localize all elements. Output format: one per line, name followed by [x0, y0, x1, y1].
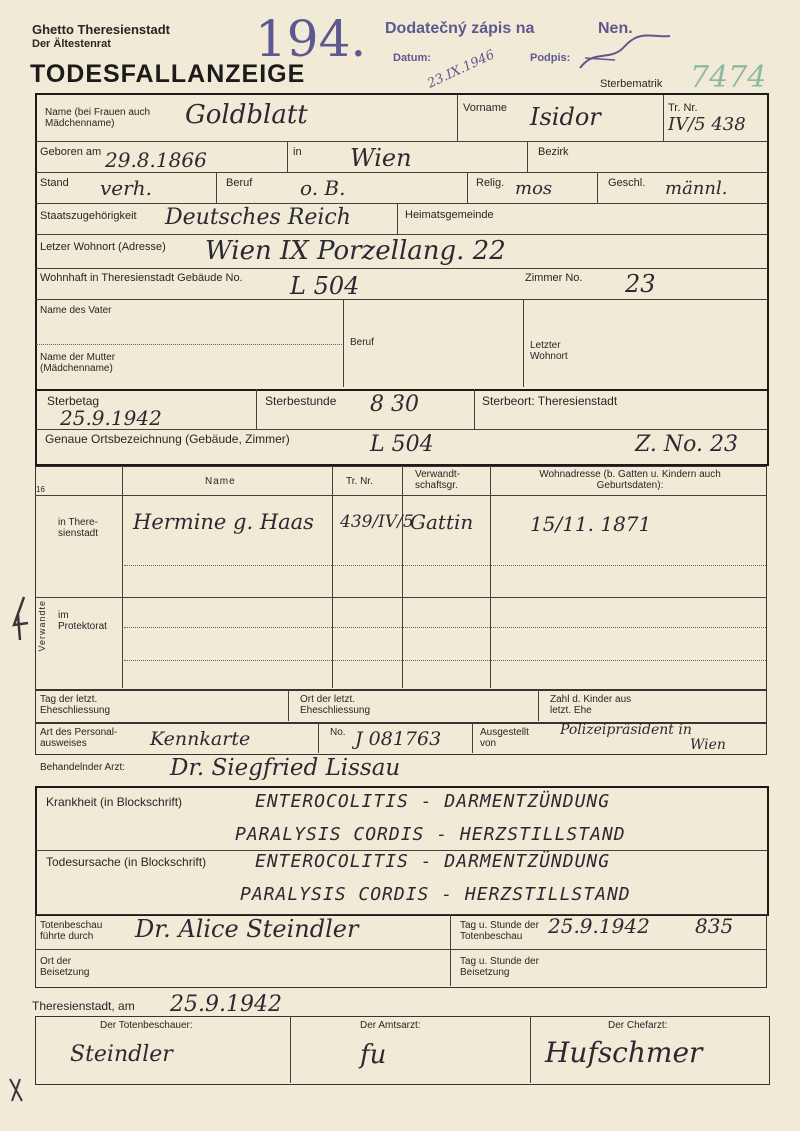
gebaeude-value: L 504: [290, 272, 360, 300]
relig-label: Relig.: [476, 177, 505, 189]
ausgestellt-value-authority: Polizeipräsident in: [560, 722, 692, 738]
eltern-beruf-label: Beruf: [350, 337, 374, 348]
zimmer-value: 23: [625, 270, 656, 298]
margin-number: 7474: [690, 60, 767, 95]
relative-name: Hermine g. Haas: [133, 510, 314, 534]
vorname-label: Vorname: [463, 102, 508, 114]
name-value: Goldblatt: [185, 100, 308, 130]
sterbetag-value: 25.9.1942: [60, 406, 162, 430]
heimat-label: Heimatsgemeinde: [405, 209, 494, 221]
addendum-title: Dodatečný zápis na: [385, 20, 535, 37]
beruf-label: Beruf: [226, 177, 253, 189]
marriage-row: [35, 690, 767, 723]
geboren-value: 29.8.1866: [105, 148, 207, 172]
trnr-value: IV/5 438: [668, 114, 746, 135]
ausweis-no-value: J 081763: [355, 728, 442, 750]
ortsbez-value-room: Z. No. 23: [635, 432, 738, 457]
col-name-header: Name: [205, 476, 236, 487]
org-name: Ghetto Theresienstadt: [32, 22, 170, 37]
zimmer-label: Zimmer No.: [525, 272, 583, 284]
gebaeude-label: Wohnhaft in Theresienstadt Gebäude No.: [40, 272, 243, 284]
arzt-value: Dr. Siegfried Lissau: [170, 755, 401, 781]
ehe-ort-label: Ort der letzt. Eheschliessung: [300, 694, 371, 716]
relig-value: mos: [515, 178, 553, 199]
col-grad-header: Verwandt-schaftsgr.: [415, 469, 461, 491]
signature-totenbeschauer: Steindler: [70, 1042, 173, 1067]
in-value: Wien: [350, 144, 412, 172]
beschau-tag-label: Tag u. Stunde der Totenbeschau: [460, 920, 539, 942]
krankheit-label: Krankheit (in Blockschrift): [46, 795, 183, 809]
beisetzung-tag-label: Tag u. Stunde der Beisetzung: [460, 956, 539, 978]
sterbetag-label: Sterbetag: [47, 394, 100, 408]
krankheit-line1: ENTEROCOLITIS - DARMENTZÜNDUNG: [255, 791, 611, 812]
sterbestunde-value: 8 30: [370, 392, 419, 417]
mutter-label: Name der Mutter (Mädchenname): [40, 352, 116, 374]
beschau-label: Totenbeschau führte durch: [40, 920, 103, 942]
im-protektorat-label: im Protektorat: [58, 610, 107, 632]
geboren-label: Geboren am: [40, 146, 102, 158]
relative-trnr: 439/IV/5: [340, 512, 414, 532]
addendum-sign-label: Podpis:: [530, 52, 571, 64]
col-trnr-header: Tr. Nr.: [346, 476, 373, 487]
stand-value: verh.: [100, 176, 152, 200]
vater-label: Name des Vater: [40, 305, 112, 316]
wohnort-value: Wien IX Porzellang. 22: [205, 236, 506, 266]
geschl-value: männl.: [665, 178, 728, 199]
signature-chefarzt: Hufschmer: [545, 1036, 703, 1069]
relative-grad: Gattin: [410, 510, 474, 534]
ehe-tag-label: Tag der letzt. Eheschliessung: [40, 694, 111, 716]
ausgestellt-label: Ausgestellt von: [480, 727, 529, 749]
relative-address: 15/11. 1871: [530, 512, 652, 536]
org-subname: Der Ältestenrat: [32, 38, 111, 50]
sterbematrik-label: Sterbematrik: [600, 78, 663, 90]
beschau-stunde-value: 835: [695, 914, 734, 938]
wohnort-label: Letzer Wohnort (Adresse): [40, 241, 166, 253]
place-date-label: Theresienstadt, am: [32, 999, 135, 1013]
addendum-stamp-end: Nen.: [598, 20, 633, 37]
geschl-label: Geschl.: [608, 177, 646, 189]
addendum-date-label: Datum:: [393, 52, 431, 64]
staat-value: Deutsches Reich: [165, 205, 351, 230]
margin-cross-icon: [6, 1075, 26, 1105]
in-label: in: [293, 146, 302, 158]
relatives-group-label: Verwandte: [37, 600, 47, 652]
eltern-wohnort-label: Letzter Wohnort: [530, 340, 568, 362]
document-number: 194.: [255, 10, 367, 68]
todesursache-label: Todesursache (in Blockschrift): [46, 855, 207, 869]
amtsarzt-label: Der Amtsarzt:: [360, 1020, 421, 1031]
beruf-value: o. B.: [300, 176, 346, 200]
place-date-value: 25.9.1942: [170, 992, 282, 1017]
addendum-date-value: 23.IX.1946: [425, 47, 498, 92]
chefarzt-label: Der Chefarzt:: [608, 1020, 668, 1031]
sterbestunde-label: Sterbestunde: [265, 394, 337, 408]
ausgestellt-value-city: Wien: [690, 737, 726, 753]
kinder-label: Zahl d. Kinder aus letzt. Ehe: [550, 694, 632, 716]
in-there-label: in There-sienstadt: [58, 517, 99, 539]
ausweis-no-label: No.: [330, 727, 346, 738]
arzt-label: Behandelnder Arzt:: [40, 762, 126, 773]
ausweis-art-value: Kennkarte: [150, 728, 251, 750]
beschau-tag-value: 25.9.1942: [548, 914, 650, 938]
ortsbez-value-building: L 504: [370, 432, 434, 457]
todesursache-line1: ENTEROCOLITIS - DARMENTZÜNDUNG: [255, 851, 611, 872]
vorname-value: Isidor: [530, 103, 601, 131]
name-label: Name (bei Frauen auch Mädchenname): [45, 107, 151, 129]
sterbeort-label: Sterbeort: Theresienstadt: [482, 394, 618, 408]
form-title: TODESFALLANZEIGE: [30, 60, 306, 88]
beschau-value: Dr. Alice Steindler: [135, 915, 359, 943]
totenbeschauer-label: Der Totenbeschauer:: [100, 1020, 193, 1031]
col-address-header: Wohnadresse (b. Gatten u. Kindern auch Geburtsdaten):: [539, 469, 721, 491]
ortsbez-label: Genaue Ortsbezeichnung (Gebäude, Zimmer): [45, 432, 290, 446]
ausweis-art-label: Art des Personal-ausweises: [40, 727, 118, 749]
signature-amtsarzt: fu: [360, 1040, 387, 1070]
beisetzung-ort-label: Ort der Beisetzung: [40, 956, 90, 978]
todesursache-line2: PARALYSIS CORDIS - HERZSTILLSTAND: [240, 884, 631, 905]
stand-label: Stand: [40, 177, 69, 189]
bezirk-label: Bezirk: [538, 146, 569, 158]
addendum-signature-icon: [575, 28, 675, 78]
staat-label: Staatszugehörigkeit: [40, 210, 137, 222]
margin-mark-icon: [6, 595, 36, 645]
krankheit-line2: PARALYSIS CORDIS - HERZSTILLSTAND: [235, 824, 626, 845]
relatives-table: [35, 466, 767, 690]
trnr-label: Tr. Nr.: [668, 102, 698, 114]
